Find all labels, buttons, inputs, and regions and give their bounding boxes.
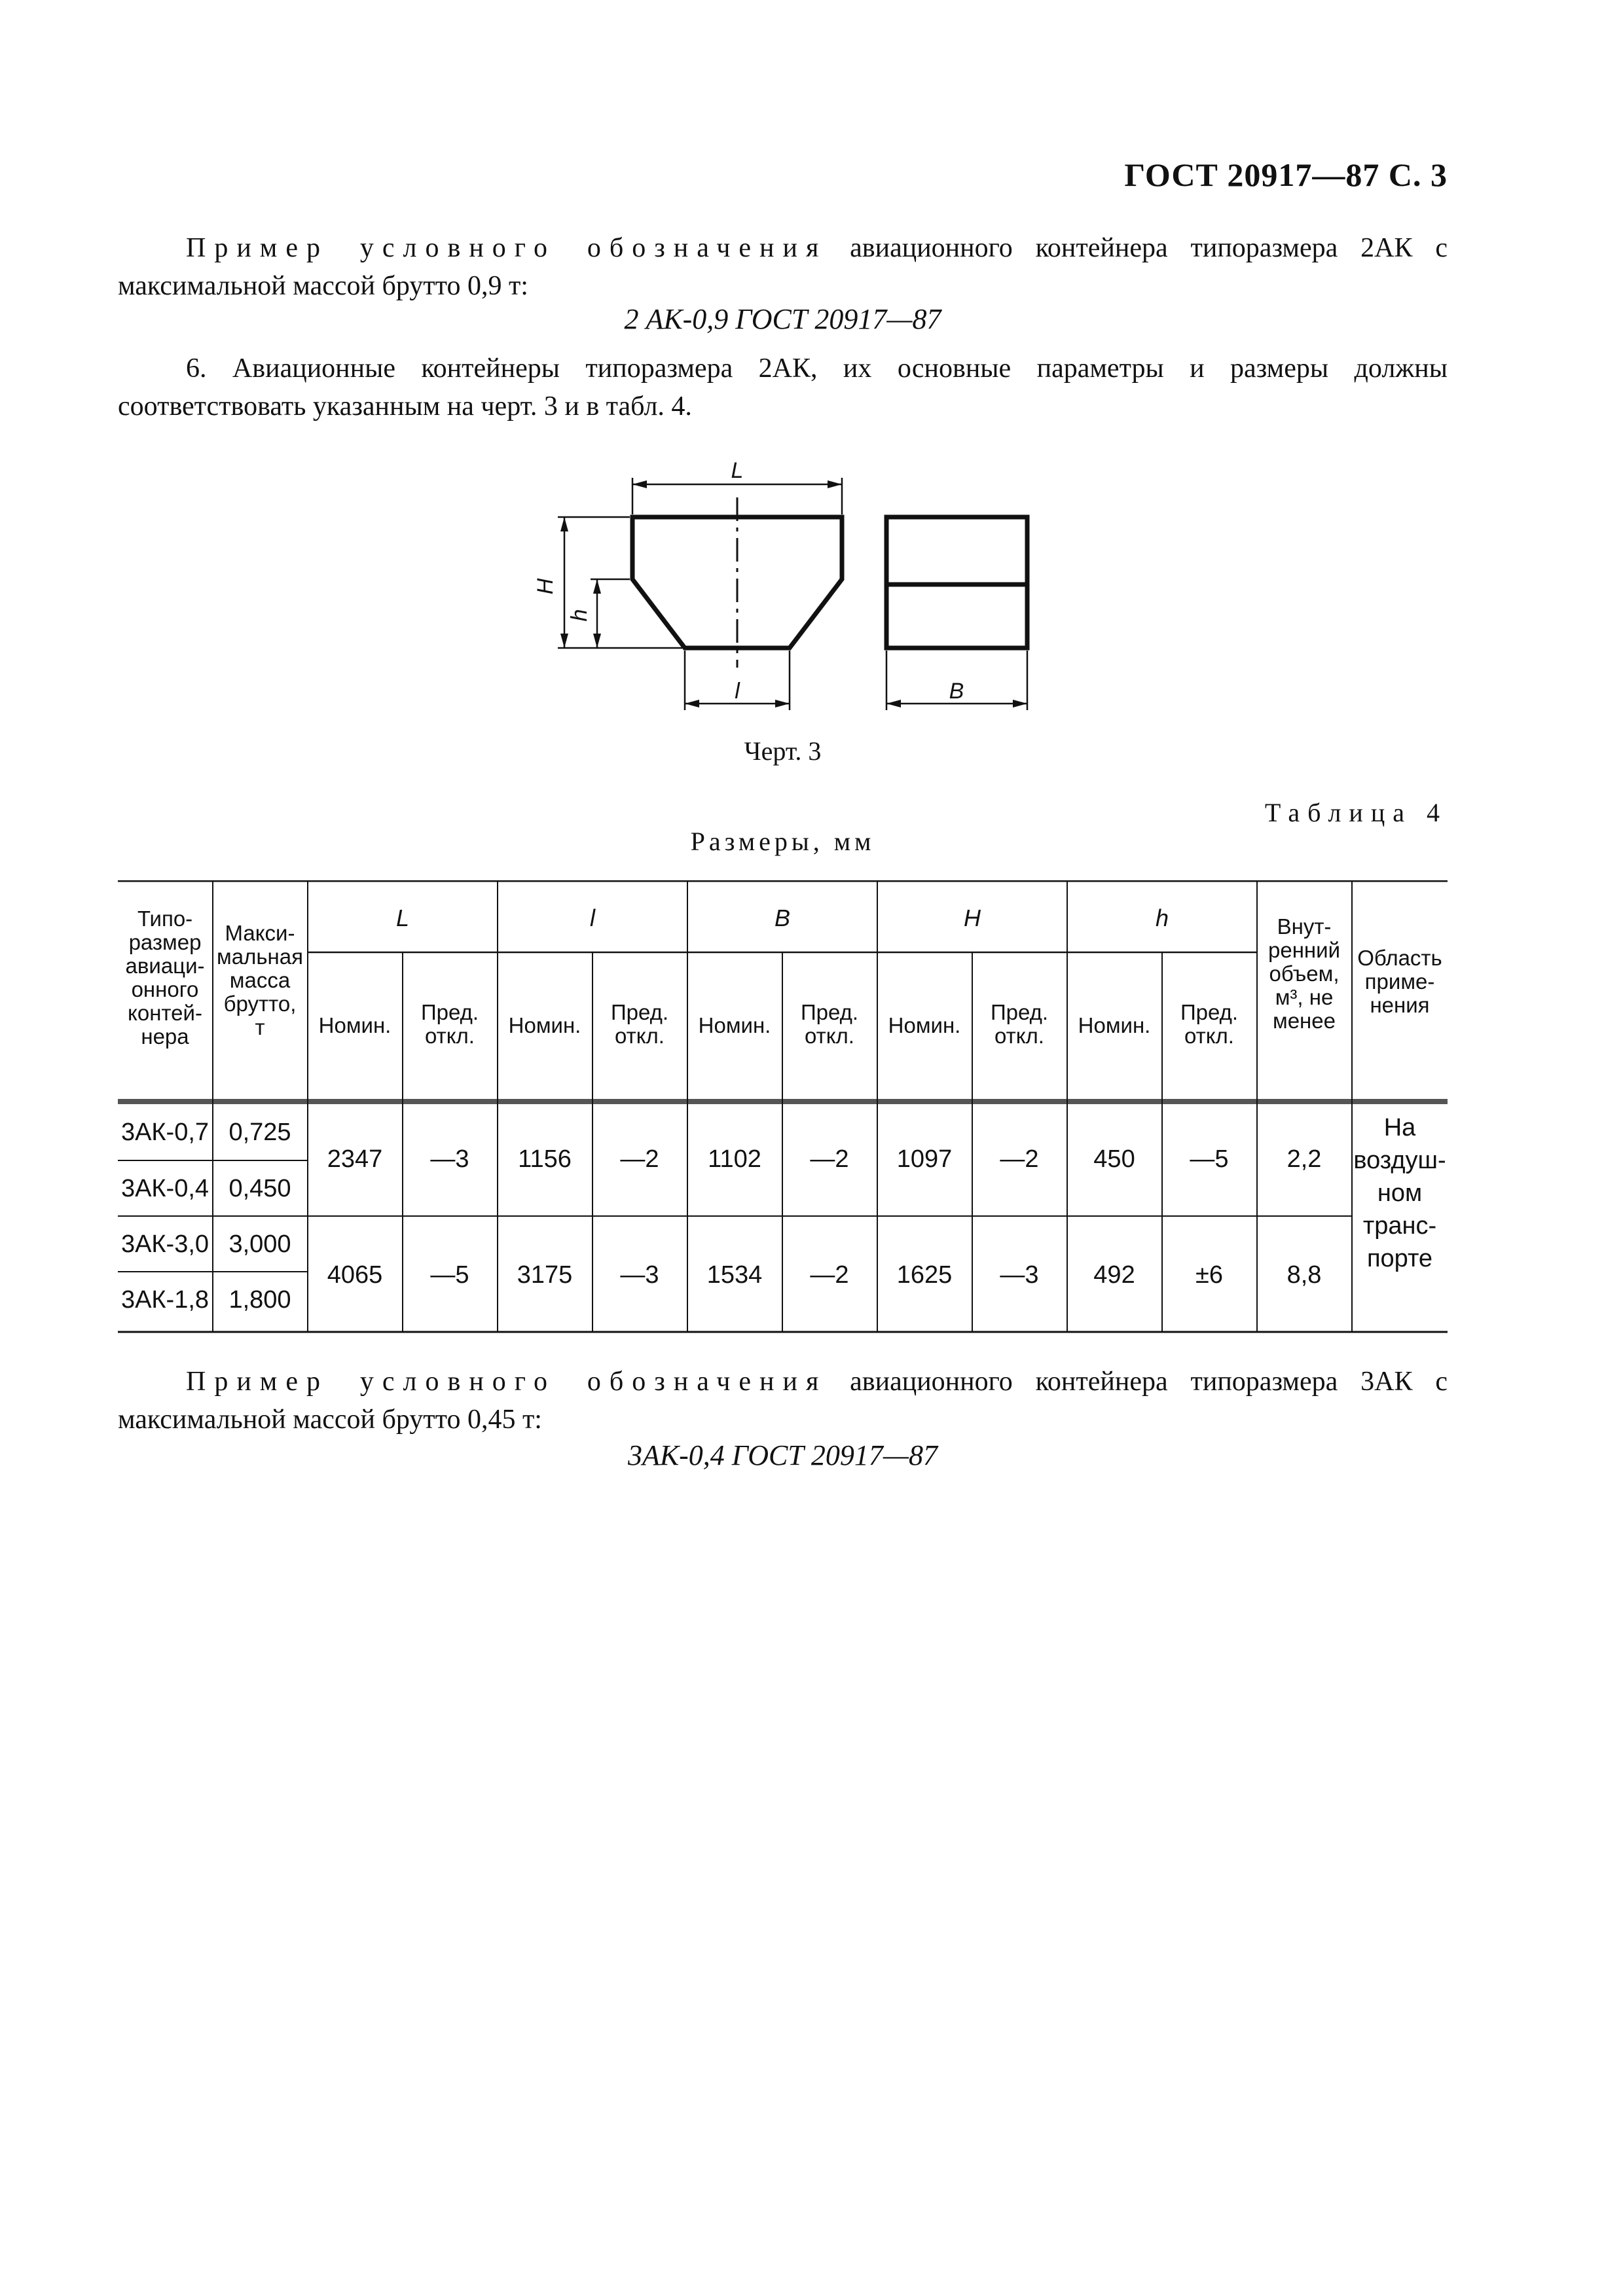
header-volume-line1: Внут- — [1277, 914, 1332, 939]
cell-L-nom-1: 2347 — [327, 1145, 383, 1173]
drawing-caption: Черт. 3 — [744, 736, 822, 766]
cell-mass-2: 3,000 — [228, 1230, 291, 1258]
cell-area-line3: ном — [1377, 1179, 1423, 1207]
cell-h-dev-2: ±6 — [1195, 1261, 1223, 1289]
cell-area-line5: порте — [1366, 1245, 1433, 1272]
subheader-dev-l-1: Пред. — [610, 1000, 669, 1024]
cell-l-dev-2: —3 — [620, 1261, 659, 1289]
header-volume-line2: ренний — [1267, 938, 1341, 962]
example-text: авиационного контейнера типоразмера 2АК с максимальной массой брутто 0,9 т: — [118, 233, 1448, 301]
header-volume-line3: объем, — [1269, 961, 1340, 986]
header-mass-line3: масса — [229, 968, 291, 992]
subheader-dev-B-2: откл. — [805, 1024, 854, 1048]
header-area-line2: приме- — [1364, 969, 1435, 994]
table-number: Таблица 4 — [1264, 798, 1448, 827]
cell-mass-3: 1,800 — [228, 1286, 291, 1314]
header-type-line6: нера — [141, 1024, 189, 1049]
subheader-dev-B-1: Пред. — [800, 1000, 859, 1024]
cell-type-3: 3АК-1,8 — [120, 1286, 210, 1314]
example-paragraph-1 — [118, 229, 1448, 305]
cell-B-dev-1: —2 — [810, 1145, 849, 1173]
header-mass-line4: брутто, — [223, 992, 297, 1016]
example-lead-2: Пример условного обозначения — [186, 1367, 828, 1397]
label-B: B — [949, 679, 964, 704]
page-header: ГОСТ 20917—87 С. 3 — [1124, 156, 1448, 193]
cell-H-dev-1: —2 — [1000, 1145, 1039, 1173]
cell-volume-2: 8,8 — [1286, 1261, 1322, 1289]
cell-type-1: 3АК-0,4 — [120, 1175, 210, 1202]
header-area-line1: Область — [1357, 946, 1442, 970]
label-h: h — [567, 609, 592, 622]
example-lead: Пример условного обозначения — [186, 233, 828, 263]
header-type-line4: онного — [131, 977, 199, 1001]
example-text-2: авиационного контейнера типоразмера 3АК с максимальной массой брутто 0,45 т: — [118, 1367, 1448, 1435]
subheader-nom-B: Номин. — [698, 1013, 771, 1037]
header-mass-line1: Макси- — [225, 921, 295, 945]
header-mass-line2: мальная — [217, 944, 303, 969]
cell-type-0: 3АК-0,7 — [120, 1119, 210, 1146]
cell-area-line4: транс- — [1362, 1212, 1437, 1240]
clause-6: 6. Авиационные контейнеры типоразмера 2АК, их основные параметры и размеры должны соответствовать указанным на черт. 3 и в табл. 4. — [118, 353, 1448, 422]
cell-volume-1: 2,2 — [1286, 1145, 1322, 1173]
cell-L-dev-1: —3 — [430, 1145, 469, 1173]
subheader-dev-L-2: откл. — [425, 1024, 475, 1048]
cell-area-line1: На — [1383, 1114, 1416, 1141]
cell-l-nom-1: 1156 — [518, 1145, 572, 1173]
cell-h-nom-1: 450 — [1093, 1145, 1135, 1173]
cell-L-nom-2: 4065 — [327, 1261, 383, 1289]
subheader-dev-H-2: откл. — [994, 1024, 1044, 1048]
header-type-line5: контей- — [128, 1001, 202, 1025]
subheader-nom-H: Номин. — [888, 1013, 961, 1037]
subheader-dev-H-1: Пред. — [990, 1000, 1049, 1024]
cell-mass-0: 0,725 — [228, 1119, 291, 1146]
header-type-line1: Типо- — [137, 906, 193, 931]
cell-type-2: 3АК-3,0 — [120, 1230, 210, 1258]
subheader-dev-L-1: Пред. — [420, 1000, 479, 1024]
cell-h-nom-2: 492 — [1093, 1261, 1135, 1289]
cell-H-nom-1: 1097 — [896, 1145, 953, 1173]
designation-2: 3АК-0,4 ГОСТ 20917—87 — [628, 1439, 938, 1471]
label-l: l — [735, 679, 740, 704]
drawing-chert-3 — [524, 458, 1061, 733]
subheader-nom-h: Номин. — [1078, 1013, 1151, 1037]
subheader-dev-l-2: откл. — [615, 1024, 665, 1048]
example-paragraph-2 — [118, 1363, 1448, 1439]
header-type-line2: размер — [128, 930, 202, 954]
designation-1: 2 АК-0,9 ГОСТ 20917—87 — [624, 303, 941, 335]
table-subtitle: Размеры, мм — [690, 827, 875, 856]
header-l: l — [590, 905, 595, 931]
header-h: h — [1155, 905, 1169, 931]
cell-B-dev-2: —2 — [810, 1261, 849, 1289]
header-type-line3: авиаци- — [125, 954, 205, 978]
header-L: L — [395, 905, 410, 931]
cell-h-dev-1: —5 — [1190, 1145, 1229, 1173]
header-B: B — [774, 905, 791, 931]
cell-l-dev-1: —2 — [620, 1145, 659, 1173]
subheader-nom-l: Номин. — [508, 1013, 581, 1037]
cell-H-dev-2: —3 — [1000, 1261, 1039, 1289]
cell-mass-1: 0,450 — [228, 1175, 291, 1202]
label-L: L — [731, 458, 744, 483]
header-area-line3: нения — [1370, 993, 1430, 1017]
dimensions-table — [118, 880, 1448, 1338]
cell-B-nom-2: 1534 — [706, 1261, 763, 1289]
header-volume-line4: м³, не — [1275, 985, 1334, 1009]
label-H: H — [533, 578, 558, 595]
cell-L-dev-2: —5 — [430, 1261, 469, 1289]
cell-area-line2: воздуш- — [1353, 1147, 1446, 1174]
header-mass-line5: т — [255, 1015, 265, 1039]
header-volume-line5: менее — [1273, 1009, 1336, 1033]
subheader-dev-h-1: Пред. — [1180, 1000, 1239, 1024]
header-H: H — [964, 905, 981, 931]
cell-H-nom-2: 1625 — [896, 1261, 953, 1289]
subheader-dev-h-2: откл. — [1184, 1024, 1234, 1048]
cell-l-nom-2: 3175 — [517, 1261, 573, 1289]
subheader-nom-L: Номин. — [318, 1013, 392, 1037]
cell-B-nom-1: 1102 — [708, 1145, 761, 1173]
